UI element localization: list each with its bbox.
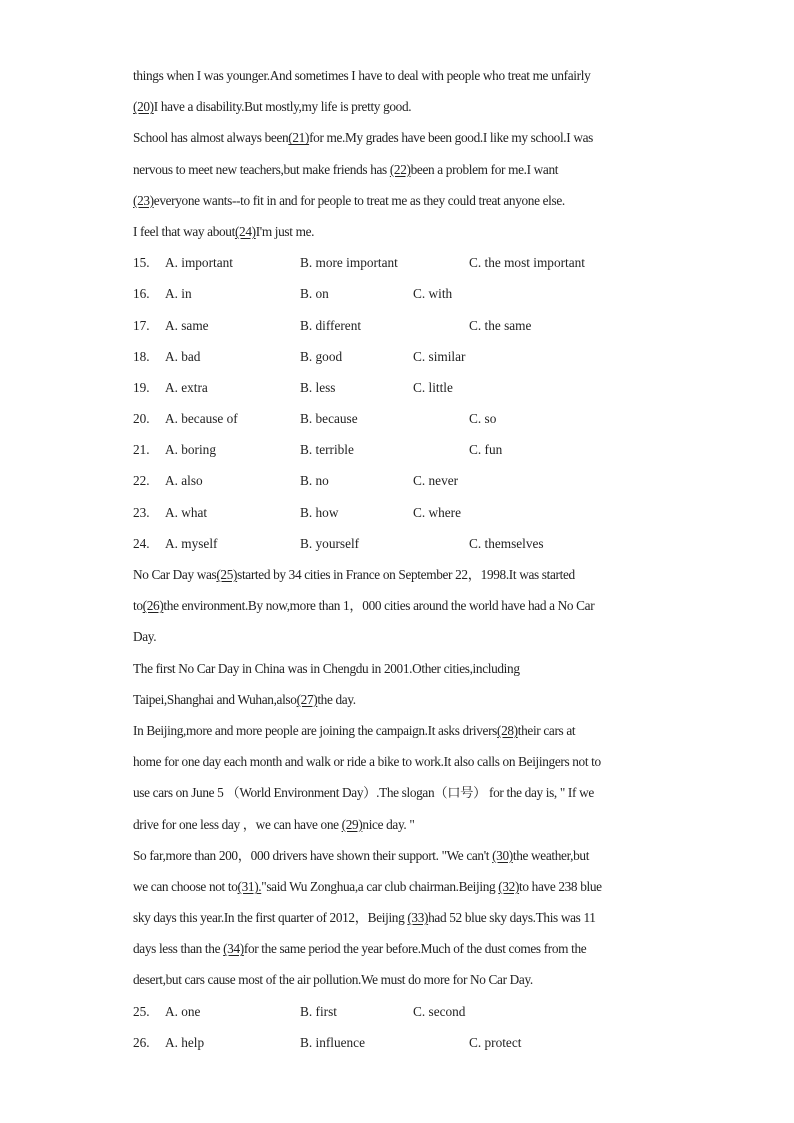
passage-text: Taipei,Shanghai and Wuhan,also	[133, 691, 297, 707]
question-row	[133, 465, 673, 496]
blank-32: (32)	[498, 878, 520, 894]
option-c[interactable]: C. the same	[469, 317, 532, 333]
question-row	[133, 403, 673, 434]
option-b[interactable]: B. good	[300, 348, 343, 364]
passage-text: been a problem for me.I want	[410, 161, 559, 177]
option-a[interactable]: A. one	[165, 1003, 201, 1019]
passage-line	[133, 902, 673, 933]
passage-line	[133, 840, 673, 871]
blank-21: (21)	[288, 130, 310, 146]
question-number: 26.	[133, 1034, 150, 1050]
option-b[interactable]: B. less	[300, 379, 336, 395]
option-b[interactable]: B. on	[300, 286, 329, 302]
blank-30: (30)	[492, 847, 513, 863]
passage-text: started by 34 cities in France on September 22，1998.It was started	[237, 567, 575, 582]
option-b[interactable]: B. no	[300, 473, 329, 489]
passage-text: I feel that way about	[133, 223, 235, 239]
option-b[interactable]: B. influence	[300, 1034, 365, 1050]
passage-text: had 52 blue sky days.This was 11	[428, 910, 596, 926]
option-c[interactable]: C. with	[413, 286, 453, 302]
option-b[interactable]: B. more important	[300, 255, 398, 271]
question-number: 17.	[133, 317, 150, 333]
blank-24: (24)	[234, 223, 256, 239]
option-a[interactable]: A. important	[165, 255, 233, 271]
passage-line	[133, 777, 673, 808]
passage-line	[133, 715, 673, 746]
question-number: 20.	[133, 411, 150, 427]
passage-line	[133, 122, 673, 153]
option-c[interactable]: C. where	[413, 504, 461, 520]
passage-text: the weather,but	[512, 847, 590, 863]
passage-text: drive for one less day ，we can have one	[133, 816, 342, 832]
question-list-1	[133, 247, 673, 559]
passage-text: their cars at	[517, 722, 576, 738]
question-row	[133, 434, 673, 465]
option-a[interactable]: A. same	[165, 317, 209, 333]
option-c[interactable]: C. little	[413, 379, 453, 395]
option-b[interactable]: B. how	[300, 504, 339, 520]
option-c[interactable]: C. the most important	[469, 255, 585, 271]
option-c[interactable]: C. fun	[469, 442, 503, 458]
question-number: 25.	[133, 1003, 150, 1019]
passage-text: everyone wants--to fit in and for people to treat me as they could treat anyone else.	[153, 192, 565, 208]
passage-line	[133, 216, 673, 247]
blank-23: (23)	[133, 192, 154, 208]
blank-27: (27)	[296, 691, 318, 707]
option-a[interactable]: A. boring	[165, 442, 216, 458]
option-b[interactable]: B. different	[300, 317, 362, 333]
question-number: 24.	[133, 535, 150, 551]
passage-text: The first No Car Day in China was in Chengdu in 2001.Other cities,including	[133, 660, 520, 676]
option-a[interactable]: A. extra	[165, 379, 208, 395]
option-a[interactable]: A. also	[165, 473, 203, 489]
passage-text: for the same period the year before.Much of the dust comes from the	[243, 941, 587, 957]
worksheet-page	[133, 60, 673, 1058]
passage-line	[133, 185, 673, 216]
passage-text: days less than the	[133, 941, 224, 957]
passage-text: So far,more than 200，000 drivers have shown their support. "We can't	[133, 847, 493, 863]
passage-text: for me.My grades have been good.I like my school.I was	[309, 130, 593, 146]
passage-text: School has almost always been	[133, 130, 289, 146]
passage-line	[133, 60, 673, 91]
blank-29: (29)	[341, 816, 363, 832]
passage-line	[133, 590, 673, 621]
question-row	[133, 247, 673, 278]
option-a[interactable]: A. because of	[165, 411, 238, 427]
option-c[interactable]: C. so	[469, 411, 497, 427]
option-b[interactable]: B. first	[300, 1003, 337, 1019]
option-c[interactable]: C. second	[413, 1003, 466, 1019]
blank-28: (28)	[497, 722, 518, 738]
passage-text: nervous to meet new teachers,but make friends has	[133, 161, 390, 177]
question-number: 16.	[133, 286, 150, 302]
blank-31: (31).	[237, 878, 262, 894]
passage-line	[133, 154, 673, 185]
blank-26: (26)	[142, 598, 164, 614]
passage-text: No Car Day was	[133, 567, 217, 582]
passage-line	[133, 964, 673, 995]
passage-line	[133, 809, 673, 840]
blank-25: (25)	[216, 567, 238, 582]
question-number: 19.	[133, 379, 150, 395]
passage-text: things when I was younger.And sometimes I have to deal with people who treat me unfairly	[133, 68, 591, 83]
question-row	[133, 278, 673, 309]
option-a[interactable]: A. in	[165, 286, 192, 302]
passage-text: home for one day each month and walk or ride a bike to work.It also calls on Beijingers not to	[133, 754, 601, 770]
option-b[interactable]: B. because	[300, 411, 358, 427]
option-c[interactable]: C. never	[413, 473, 459, 489]
passage-line	[133, 559, 673, 590]
question-number: 21.	[133, 442, 150, 458]
option-c[interactable]: C. protect	[469, 1034, 522, 1050]
passage-text: the day.	[317, 691, 356, 707]
passage-line	[133, 933, 673, 964]
passage-text: Day.	[133, 629, 157, 645]
passage-text: use cars on June 5 （World Environment Day）.The slogan（口号） for the day is, " If we	[133, 785, 594, 801]
question-row	[133, 341, 673, 372]
passage-text: "said Wu Zonghua,a car club chairman.Beijing	[261, 878, 499, 894]
question-row	[133, 1027, 673, 1058]
passage-text: to	[133, 598, 143, 614]
passage-line	[133, 91, 673, 122]
passage-line	[133, 684, 673, 715]
question-number: 15.	[133, 255, 150, 271]
option-a[interactable]: A. what	[165, 504, 208, 520]
passage-line	[133, 871, 673, 902]
passage-line	[133, 621, 673, 652]
passage-text: I'm just me.	[255, 223, 315, 239]
passage-line	[133, 653, 673, 684]
passage-text: sky days this year.In the first quarter of 2012，Beijing	[133, 910, 408, 926]
question-row	[133, 497, 673, 528]
question-row	[133, 996, 673, 1027]
question-row	[133, 528, 673, 559]
passage-text: we can choose not to	[133, 878, 238, 894]
option-a[interactable]: A. bad	[165, 348, 201, 364]
blank-34: (34)	[223, 941, 244, 957]
passage-text: nice day. "	[362, 816, 415, 832]
passage-text: to have 238 blue	[519, 878, 602, 894]
question-number: 18.	[133, 348, 150, 364]
passage-line	[133, 746, 673, 777]
passage-text: the environment.By now,more than 1，000 cities around the world have had a No Car	[163, 598, 595, 614]
passage-text: desert,but cars cause most of the air pollution.We must do more for No Car Day.	[133, 972, 533, 988]
question-number: 22.	[133, 473, 150, 489]
blank-20: (20)	[133, 99, 154, 115]
passage-text: I have a disability.But mostly,my life is pretty good.	[153, 99, 412, 115]
question-row	[133, 372, 673, 403]
option-b[interactable]: B. terrible	[300, 442, 354, 458]
passage-text: In Beijing,more and more people are joining the campaign.It asks drivers	[133, 722, 497, 738]
question-row	[133, 310, 673, 341]
option-c[interactable]: C. themselves	[469, 535, 544, 551]
question-number: 23.	[133, 504, 150, 520]
option-a[interactable]: A. myself	[165, 535, 218, 551]
option-b[interactable]: B. yourself	[300, 535, 360, 551]
question-list-2	[133, 996, 673, 1058]
blank-22: (22)	[389, 161, 411, 177]
option-a[interactable]: A. help	[165, 1034, 205, 1050]
option-c[interactable]: C. similar	[413, 348, 466, 364]
blank-33: (33)	[407, 910, 429, 926]
